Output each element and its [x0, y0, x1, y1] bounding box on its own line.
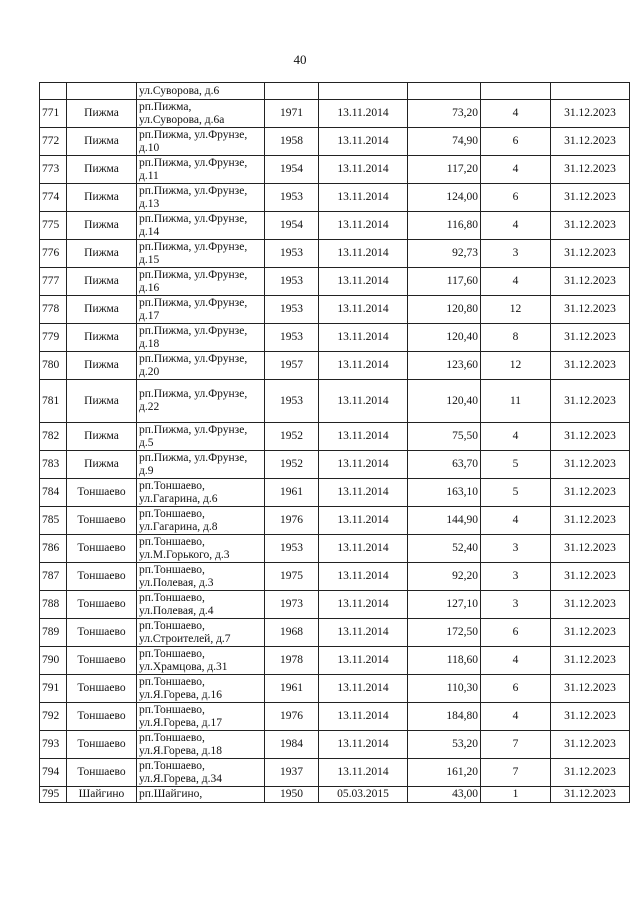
cell-year: 1953: [265, 296, 319, 324]
cell-date: 13.11.2014: [319, 563, 408, 591]
cell-date: 13.11.2014: [319, 479, 408, 507]
cell-term: 31.12.2023: [551, 563, 630, 591]
cell-area: 92,73: [408, 240, 481, 268]
cell-address: [137, 128, 265, 156]
cell-num: 792: [40, 703, 67, 731]
cell-area: 161,20: [408, 759, 481, 787]
cell-num: 773: [40, 156, 67, 184]
cell-num: 782: [40, 423, 67, 451]
cell-date: [319, 83, 408, 100]
cell-floors: 5: [481, 451, 551, 479]
cell-num: 785: [40, 507, 67, 535]
cell-year: 1958: [265, 128, 319, 156]
cell-floors: 4: [481, 423, 551, 451]
cell-address: [137, 352, 265, 380]
cell-area: 184,80: [408, 703, 481, 731]
cell-town: Шайгино: [67, 787, 137, 803]
cell-town: Пижма: [67, 352, 137, 380]
cell-year: 1954: [265, 156, 319, 184]
cell-date: 13.11.2014: [319, 128, 408, 156]
cell-date: 13.11.2014: [319, 675, 408, 703]
cell-address: [137, 268, 265, 296]
cell-year: 1976: [265, 507, 319, 535]
address-line-2: ул.Я.Горева, д.34: [139, 772, 223, 785]
table-row: [40, 128, 630, 156]
cell-floors: 3: [481, 563, 551, 591]
cell-town: Тоншаево: [67, 479, 137, 507]
cell-area: 75,50: [408, 423, 481, 451]
cell-area: 144,90: [408, 507, 481, 535]
cell-num: [40, 83, 67, 100]
cell-town: Пижма: [67, 451, 137, 479]
cell-date: 13.11.2014: [319, 759, 408, 787]
cell-term: 31.12.2023: [551, 787, 630, 803]
address-line-1: рп.Пижма, ул.Фрунзе,: [139, 451, 248, 464]
cell-address: [137, 507, 265, 535]
address-line-1: рп.Тоншаево,: [139, 479, 205, 492]
address-line-2: д.17: [139, 309, 160, 322]
cell-floors: 4: [481, 100, 551, 128]
cell-term: 31.12.2023: [551, 703, 630, 731]
cell-date: 13.11.2014: [319, 731, 408, 759]
table-row: [40, 423, 630, 451]
cell-year: 1971: [265, 100, 319, 128]
cell-num: 790: [40, 647, 67, 675]
cell-term: 31.12.2023: [551, 212, 630, 240]
table-row-continuation: [40, 83, 630, 100]
cell-term: 31.12.2023: [551, 759, 630, 787]
cell-year: 1952: [265, 451, 319, 479]
cell-floors: 4: [481, 507, 551, 535]
cell-town: Пижма: [67, 380, 137, 423]
table-row: [40, 451, 630, 479]
cell-year: 1975: [265, 563, 319, 591]
cell-term: 31.12.2023: [551, 296, 630, 324]
address-line-1: рп.Тоншаево,: [139, 647, 205, 660]
cell-num: 775: [40, 212, 67, 240]
address-line-2: д.18: [139, 337, 160, 350]
address-line-1: рп.Шайгино,: [139, 788, 203, 800]
address-line-1: рп.Пижма, ул.Фрунзе,: [139, 184, 248, 197]
cell-year: 1976: [265, 703, 319, 731]
address-line-1: рп.Тоншаево,: [139, 535, 205, 548]
address-line-1: рп.Тоншаево,: [139, 675, 205, 688]
table-row: [40, 268, 630, 296]
address-line-2: д.22: [139, 401, 160, 413]
cell-num: 781: [40, 380, 67, 423]
cell-term: 31.12.2023: [551, 675, 630, 703]
cell-year: 1984: [265, 731, 319, 759]
cell-town: [67, 83, 137, 100]
cell-area: 117,60: [408, 268, 481, 296]
cell-num: 772: [40, 128, 67, 156]
cell-num: 787: [40, 563, 67, 591]
cell-num: 779: [40, 324, 67, 352]
cell-term: 31.12.2023: [551, 240, 630, 268]
cell-area: 73,20: [408, 100, 481, 128]
cell-area: 63,70: [408, 451, 481, 479]
cell-year: 1953: [265, 184, 319, 212]
cell-town: Тоншаево: [67, 535, 137, 563]
cell-area: 163,10: [408, 479, 481, 507]
cell-date: 13.11.2014: [319, 212, 408, 240]
address-line-1: рп.Тоншаево,: [139, 563, 205, 576]
cell-year: 1968: [265, 619, 319, 647]
cell-floors: 1: [481, 787, 551, 803]
cell-term: 31.12.2023: [551, 100, 630, 128]
cell-term: 31.12.2023: [551, 128, 630, 156]
cell-date: 13.11.2014: [319, 268, 408, 296]
table-row: [40, 479, 630, 507]
cell-term: 31.12.2023: [551, 731, 630, 759]
address-line-2: д.15: [139, 253, 160, 266]
cell-term: 31.12.2023: [551, 619, 630, 647]
cell-address: [137, 703, 265, 731]
cell-year: 1953: [265, 268, 319, 296]
cell-address: [137, 184, 265, 212]
address-line-2: ул.Я.Горева, д.17: [139, 716, 223, 729]
cell-term: 31.12.2023: [551, 184, 630, 212]
cell-floors: 8: [481, 324, 551, 352]
address-line-1: рп.Пижма, ул.Фрунзе,: [139, 268, 248, 281]
address-line-1: рп.Тоншаево,: [139, 703, 205, 716]
cell-date: 13.11.2014: [319, 647, 408, 675]
cell-term: 31.12.2023: [551, 352, 630, 380]
address-line-1: рп.Тоншаево,: [139, 591, 205, 604]
address-line-2: ул.Полевая, д.4: [139, 604, 214, 617]
cell-date: 13.11.2014: [319, 703, 408, 731]
cell-town: Тоншаево: [67, 591, 137, 619]
cell-num: 794: [40, 759, 67, 787]
cell-address: [137, 731, 265, 759]
cell-address: [137, 787, 265, 803]
table-row: [40, 507, 630, 535]
housing-registry-table: [39, 82, 630, 803]
cell-year: 1953: [265, 535, 319, 563]
cell-num: 777: [40, 268, 67, 296]
table-row: [40, 787, 630, 803]
cell-address: ул.Суворова, д.6: [137, 83, 265, 100]
address-line-1: рп.Пижма, ул.Фрунзе,: [139, 156, 248, 169]
cell-address: [137, 675, 265, 703]
cell-floors: 4: [481, 156, 551, 184]
address-line-1: рп.Пижма,: [139, 100, 192, 113]
address-line-1: рп.Пижма, ул.Фрунзе,: [139, 388, 248, 400]
cell-date: 13.11.2014: [319, 591, 408, 619]
cell-date: 13.11.2014: [319, 507, 408, 535]
cell-date: 05.03.2015: [319, 787, 408, 803]
cell-area: 74,90: [408, 128, 481, 156]
cell-floors: 12: [481, 296, 551, 324]
address-line-2: ул.Я.Горева, д.18: [139, 744, 223, 757]
address-line-1: рп.Тоншаево,: [139, 759, 205, 772]
cell-floors: 4: [481, 703, 551, 731]
cell-address: [137, 324, 265, 352]
address-line-2: д.10: [139, 141, 160, 154]
cell-area: 53,20: [408, 731, 481, 759]
cell-floors: 3: [481, 535, 551, 563]
address-line-2: ул.Гагарина, д.6: [139, 492, 218, 505]
address-line-2: ул.Гагарина, д.8: [139, 520, 218, 533]
cell-num: 776: [40, 240, 67, 268]
table-row: [40, 296, 630, 324]
cell-date: 13.11.2014: [319, 619, 408, 647]
cell-term: 31.12.2023: [551, 647, 630, 675]
cell-address: [137, 619, 265, 647]
cell-address: [137, 479, 265, 507]
cell-town: Тоншаево: [67, 563, 137, 591]
cell-floors: 6: [481, 619, 551, 647]
cell-area: 124,00: [408, 184, 481, 212]
table-row: [40, 591, 630, 619]
cell-year: 1957: [265, 352, 319, 380]
table-row: [40, 324, 630, 352]
cell-year: 1954: [265, 212, 319, 240]
table-row: [40, 535, 630, 563]
cell-address: [137, 100, 265, 128]
cell-area: 127,10: [408, 591, 481, 619]
cell-floors: 6: [481, 184, 551, 212]
cell-num: 774: [40, 184, 67, 212]
cell-town: Пижма: [67, 268, 137, 296]
cell-term: 31.12.2023: [551, 156, 630, 184]
cell-area: 123,60: [408, 352, 481, 380]
cell-date: 13.11.2014: [319, 535, 408, 563]
address-line-2: ул.Полевая, д.3: [139, 576, 214, 589]
address-line-2: д.20: [139, 365, 160, 378]
address-line-2: д.14: [139, 225, 160, 238]
cell-town: Пижма: [67, 324, 137, 352]
cell-area: 110,30: [408, 675, 481, 703]
cell-term: 31.12.2023: [551, 535, 630, 563]
cell-address: [137, 591, 265, 619]
address-line-2: д.5: [139, 436, 154, 449]
cell-date: 13.11.2014: [319, 324, 408, 352]
cell-town: Пижма: [67, 212, 137, 240]
cell-area: 120,80: [408, 296, 481, 324]
cell-town: Тоншаево: [67, 759, 137, 787]
address-line-1: рп.Тоншаево,: [139, 731, 205, 744]
cell-num: 789: [40, 619, 67, 647]
cell-address: [137, 423, 265, 451]
address-line-1: рп.Тоншаево,: [139, 619, 205, 632]
table-row: [40, 380, 630, 423]
cell-term: 31.12.2023: [551, 591, 630, 619]
address-line-2: ул.Строителей, д.7: [139, 632, 231, 645]
cell-num: 778: [40, 296, 67, 324]
cell-num: 791: [40, 675, 67, 703]
address-line-1: рп.Пижма, ул.Фрунзе,: [139, 240, 248, 253]
address-line-2: ул.Суворова, д.6а: [139, 113, 225, 126]
table-row: [40, 212, 630, 240]
cell-year: 1961: [265, 479, 319, 507]
cell-date: 13.11.2014: [319, 423, 408, 451]
address-line-1: рп.Пижма, ул.Фрунзе,: [139, 212, 248, 225]
cell-date: 13.11.2014: [319, 240, 408, 268]
cell-town: Пижма: [67, 100, 137, 128]
cell-num: 788: [40, 591, 67, 619]
cell-town: Тоншаево: [67, 619, 137, 647]
cell-floors: 6: [481, 128, 551, 156]
cell-floors: [481, 83, 551, 100]
table-row: [40, 647, 630, 675]
address-line-1: рп.Пижма, ул.Фрунзе,: [139, 324, 248, 337]
cell-year: 1978: [265, 647, 319, 675]
cell-term: [551, 83, 630, 100]
cell-num: 771: [40, 100, 67, 128]
cell-date: 13.11.2014: [319, 100, 408, 128]
cell-town: Тоншаево: [67, 675, 137, 703]
address-line-2: д.16: [139, 281, 160, 294]
cell-term: 31.12.2023: [551, 423, 630, 451]
address-line-1: рп.Пижма, ул.Фрунзе,: [139, 296, 248, 309]
cell-area: 116,80: [408, 212, 481, 240]
address-line-2: д.11: [139, 169, 159, 182]
cell-area: 92,20: [408, 563, 481, 591]
cell-year: 1937: [265, 759, 319, 787]
cell-address: [137, 451, 265, 479]
cell-town: Тоншаево: [67, 507, 137, 535]
table-row: [40, 352, 630, 380]
cell-area: 43,00: [408, 787, 481, 803]
cell-year: 1953: [265, 324, 319, 352]
cell-year: 1973: [265, 591, 319, 619]
cell-town: Пижма: [67, 128, 137, 156]
table-row: [40, 100, 630, 128]
cell-term: 31.12.2023: [551, 479, 630, 507]
cell-num: 783: [40, 451, 67, 479]
cell-floors: 3: [481, 591, 551, 619]
cell-num: 793: [40, 731, 67, 759]
cell-town: Пижма: [67, 156, 137, 184]
cell-area: 120,40: [408, 380, 481, 423]
cell-year: 1953: [265, 380, 319, 423]
address-line-1: рп.Тоншаево,: [139, 507, 205, 520]
cell-town: Пижма: [67, 184, 137, 212]
cell-floors: 7: [481, 759, 551, 787]
cell-area: 117,20: [408, 156, 481, 184]
cell-year: 1961: [265, 675, 319, 703]
address-line-2: ул.Храмцова, д.31: [139, 660, 228, 673]
cell-year: 1953: [265, 240, 319, 268]
cell-town: Пижма: [67, 423, 137, 451]
table-row: [40, 675, 630, 703]
address-line-1: рп.Пижма, ул.Фрунзе,: [139, 128, 248, 141]
cell-floors: 5: [481, 479, 551, 507]
cell-address: [137, 212, 265, 240]
cell-floors: 12: [481, 352, 551, 380]
cell-date: 13.11.2014: [319, 451, 408, 479]
cell-year: 1950: [265, 787, 319, 803]
cell-address: [137, 156, 265, 184]
cell-date: 13.11.2014: [319, 352, 408, 380]
cell-num: 795: [40, 787, 67, 803]
cell-town: Пижма: [67, 296, 137, 324]
cell-address: [137, 296, 265, 324]
cell-floors: 4: [481, 647, 551, 675]
address-line-2: д.13: [139, 197, 160, 210]
cell-year: 1952: [265, 423, 319, 451]
address-line-2: ул.М.Горького, д.3: [139, 548, 230, 561]
cell-address: [137, 380, 265, 423]
cell-floors: 4: [481, 212, 551, 240]
cell-num: 786: [40, 535, 67, 563]
cell-floors: 7: [481, 731, 551, 759]
cell-date: 13.11.2014: [319, 380, 408, 423]
address-line-2: д.9: [139, 464, 154, 477]
table-row: [40, 759, 630, 787]
address-line-2: ул.Я.Горева, д.16: [139, 688, 223, 701]
table-row: [40, 563, 630, 591]
cell-floors: 11: [481, 380, 551, 423]
cell-town: Тоншаево: [67, 703, 137, 731]
address-line-1: рп.Пижма, ул.Фрунзе,: [139, 423, 248, 436]
cell-area: 52,40: [408, 535, 481, 563]
cell-num: 784: [40, 479, 67, 507]
table-row: [40, 240, 630, 268]
table-row: [40, 703, 630, 731]
cell-floors: 3: [481, 240, 551, 268]
cell-address: [137, 563, 265, 591]
cell-address: [137, 759, 265, 787]
cell-address: [137, 647, 265, 675]
cell-term: 31.12.2023: [551, 324, 630, 352]
table-row: [40, 184, 630, 212]
cell-floors: 6: [481, 675, 551, 703]
cell-area: [408, 83, 481, 100]
cell-num: 780: [40, 352, 67, 380]
page-number: 40: [293, 52, 307, 67]
cell-address: [137, 240, 265, 268]
cell-term: 31.12.2023: [551, 451, 630, 479]
cell-floors: 4: [481, 268, 551, 296]
cell-town: Пижма: [67, 240, 137, 268]
cell-area: 172,50: [408, 619, 481, 647]
cell-term: 31.12.2023: [551, 507, 630, 535]
table-row: [40, 156, 630, 184]
cell-town: Тоншаево: [67, 647, 137, 675]
cell-area: 120,40: [408, 324, 481, 352]
table-row: [40, 619, 630, 647]
cell-town: Тоншаево: [67, 731, 137, 759]
table-row: [40, 731, 630, 759]
cell-address: [137, 535, 265, 563]
cell-area: 118,60: [408, 647, 481, 675]
cell-year: [265, 83, 319, 100]
cell-date: 13.11.2014: [319, 156, 408, 184]
cell-term: 31.12.2023: [551, 380, 630, 423]
cell-date: 13.11.2014: [319, 296, 408, 324]
address-line-1: рп.Пижма, ул.Фрунзе,: [139, 352, 248, 365]
cell-term: 31.12.2023: [551, 268, 630, 296]
cell-date: 13.11.2014: [319, 184, 408, 212]
